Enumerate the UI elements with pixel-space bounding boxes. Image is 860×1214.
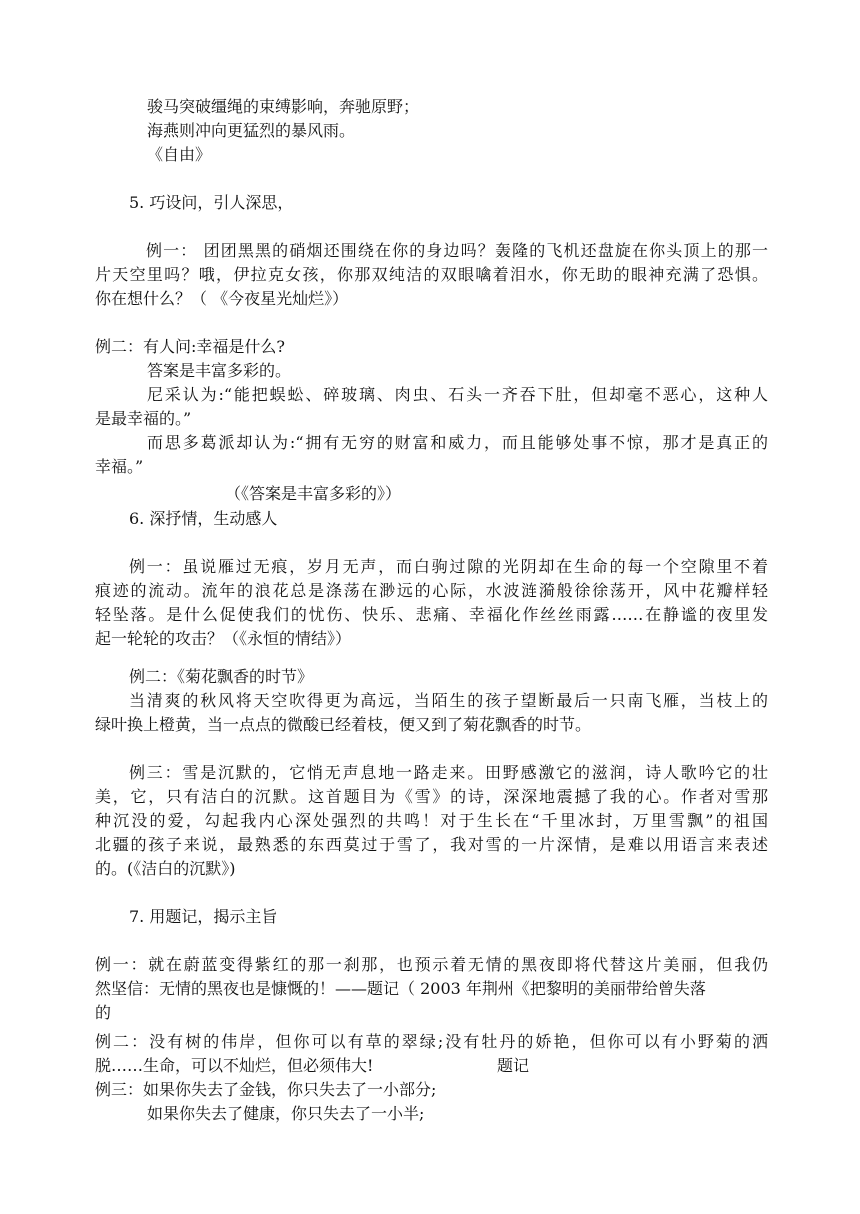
paragraph-line: 例一：虽说雁过无痕，岁月无声，而白驹过隙的光阴却在生命的每一个空隙里不着 — [129, 557, 768, 576]
poem-line: 骏马突破缰绳的束缚影响，奔驰原野； — [147, 97, 420, 116]
paragraph-line: 的。(《洁白的沉默》) — [95, 859, 236, 878]
paragraph-line: 是最幸福的。” — [95, 409, 192, 428]
paragraph-line: 幸福。” — [95, 457, 144, 476]
paragraph-line: 的 — [95, 1003, 112, 1022]
paragraph-line: 例三：如果你失去了金钱，你只失去了一小部分; — [95, 1080, 437, 1099]
paragraph-line: 绿叶换上橙黄，当一点点的微酸已经着枝，便又到了菊花飘香的时节。 — [95, 715, 592, 734]
paragraph-line: 痕迹的流动。流年的浪花总是涤荡在渺远的心际，水波涟漪般徐徐荡开，风中花瓣样轻 — [95, 581, 768, 600]
section-heading: 5. 巧设问，引人深思， — [129, 193, 294, 212]
paragraph-line: 例一：就在蔚蓝变得紫红的那一刹那，也预示着无情的黑夜即将代替这片美丽，但我仍 — [95, 955, 768, 974]
paragraph-line: 尼采认为:“能把蜈蚣、碎玻璃、肉虫、石头一齐吞下肚，但却毫不恶心，这种人 — [147, 385, 768, 404]
paragraph-line: 如果你失去了健康，你只失去了一小半; — [147, 1104, 425, 1123]
paragraph-line: 种沉没的爱，勾起我内心深处强烈的共鸣！对于生长在“千里冰封，万里雪飘”的祖国 — [95, 811, 768, 830]
paragraph-line: 答案是丰富多彩的。 — [147, 361, 292, 380]
paragraph-line: 脱……生命，可以不灿烂，但必须伟大! — [95, 1056, 374, 1075]
paragraph-line: 轻坠落。是什么促使我们的忧伤、快乐、悲痛、幸福化作丝丝雨露……在静谧的夜里发 — [95, 605, 768, 624]
paragraph-line: 而思多葛派却认为:“拥有无穷的财富和威力，而且能够处事不惊，那才是真正的 — [147, 433, 768, 452]
paragraph-line: 片天空里吗？哦，伊拉克女孩，你那双纯洁的双眼噙着泪水，你无助的眼神充满了恐惧。 — [95, 265, 768, 284]
paragraph-line: 你在想什么？（ 《今夜星光灿烂》） — [95, 289, 349, 308]
paragraph-line: 例二：没有树的伟岸，但你可以有草的翠绿;没有牡丹的娇艳，但你可以有小野菊的洒 — [95, 1032, 768, 1051]
paragraph-line: 例一： 团团黑黑的硝烟还围绕在你的身边吗？轰隆的飞机还盘旋在你头顶上的那一 — [146, 241, 768, 260]
source-line: （《答案是丰富多彩的》） — [225, 484, 402, 503]
paragraph-line: 例二：《菊花飘香的时节》 — [129, 667, 314, 686]
epigraph-label: 题记 — [497, 1056, 530, 1075]
paragraph-line: 例二：有人问:幸福是什么? — [95, 337, 285, 356]
poem-source: 《自由》 — [147, 145, 212, 164]
section-heading: 7. 用题记，揭示主旨 — [129, 907, 278, 926]
paragraph-line: 当清爽的秋风将天空吹得更为高远，当陌生的孩子望断最后一只南飞雁，当枝上的 — [129, 691, 768, 710]
paragraph-line: 美，它，只有洁白的沉默。这首题目为《雪》的诗，深深地震撼了我的心。作者对雪那 — [95, 787, 768, 806]
section-heading: 6. 深抒情，生动感人 — [129, 509, 278, 528]
poem-line: 海燕则冲向更猛烈的暴风雨。 — [147, 121, 356, 140]
paragraph-line: 例三：雪是沉默的，它悄无声息地一路走来。田野感激它的滋润，诗人歌吟它的壮 — [129, 763, 768, 782]
paragraph-line: 北疆的孩子来说，最熟悉的东西莫过于雪了，我对雪的一片深情，是难以用语言来表述 — [95, 835, 768, 854]
paragraph-line: 然坚信：无情的黑夜也是慷慨的！——题记（ 2003 年荆州《把黎明的美丽带给曾失落 — [95, 979, 706, 998]
paragraph-line: 起一轮轮的攻击？（《永恒的情结》） — [95, 629, 352, 648]
